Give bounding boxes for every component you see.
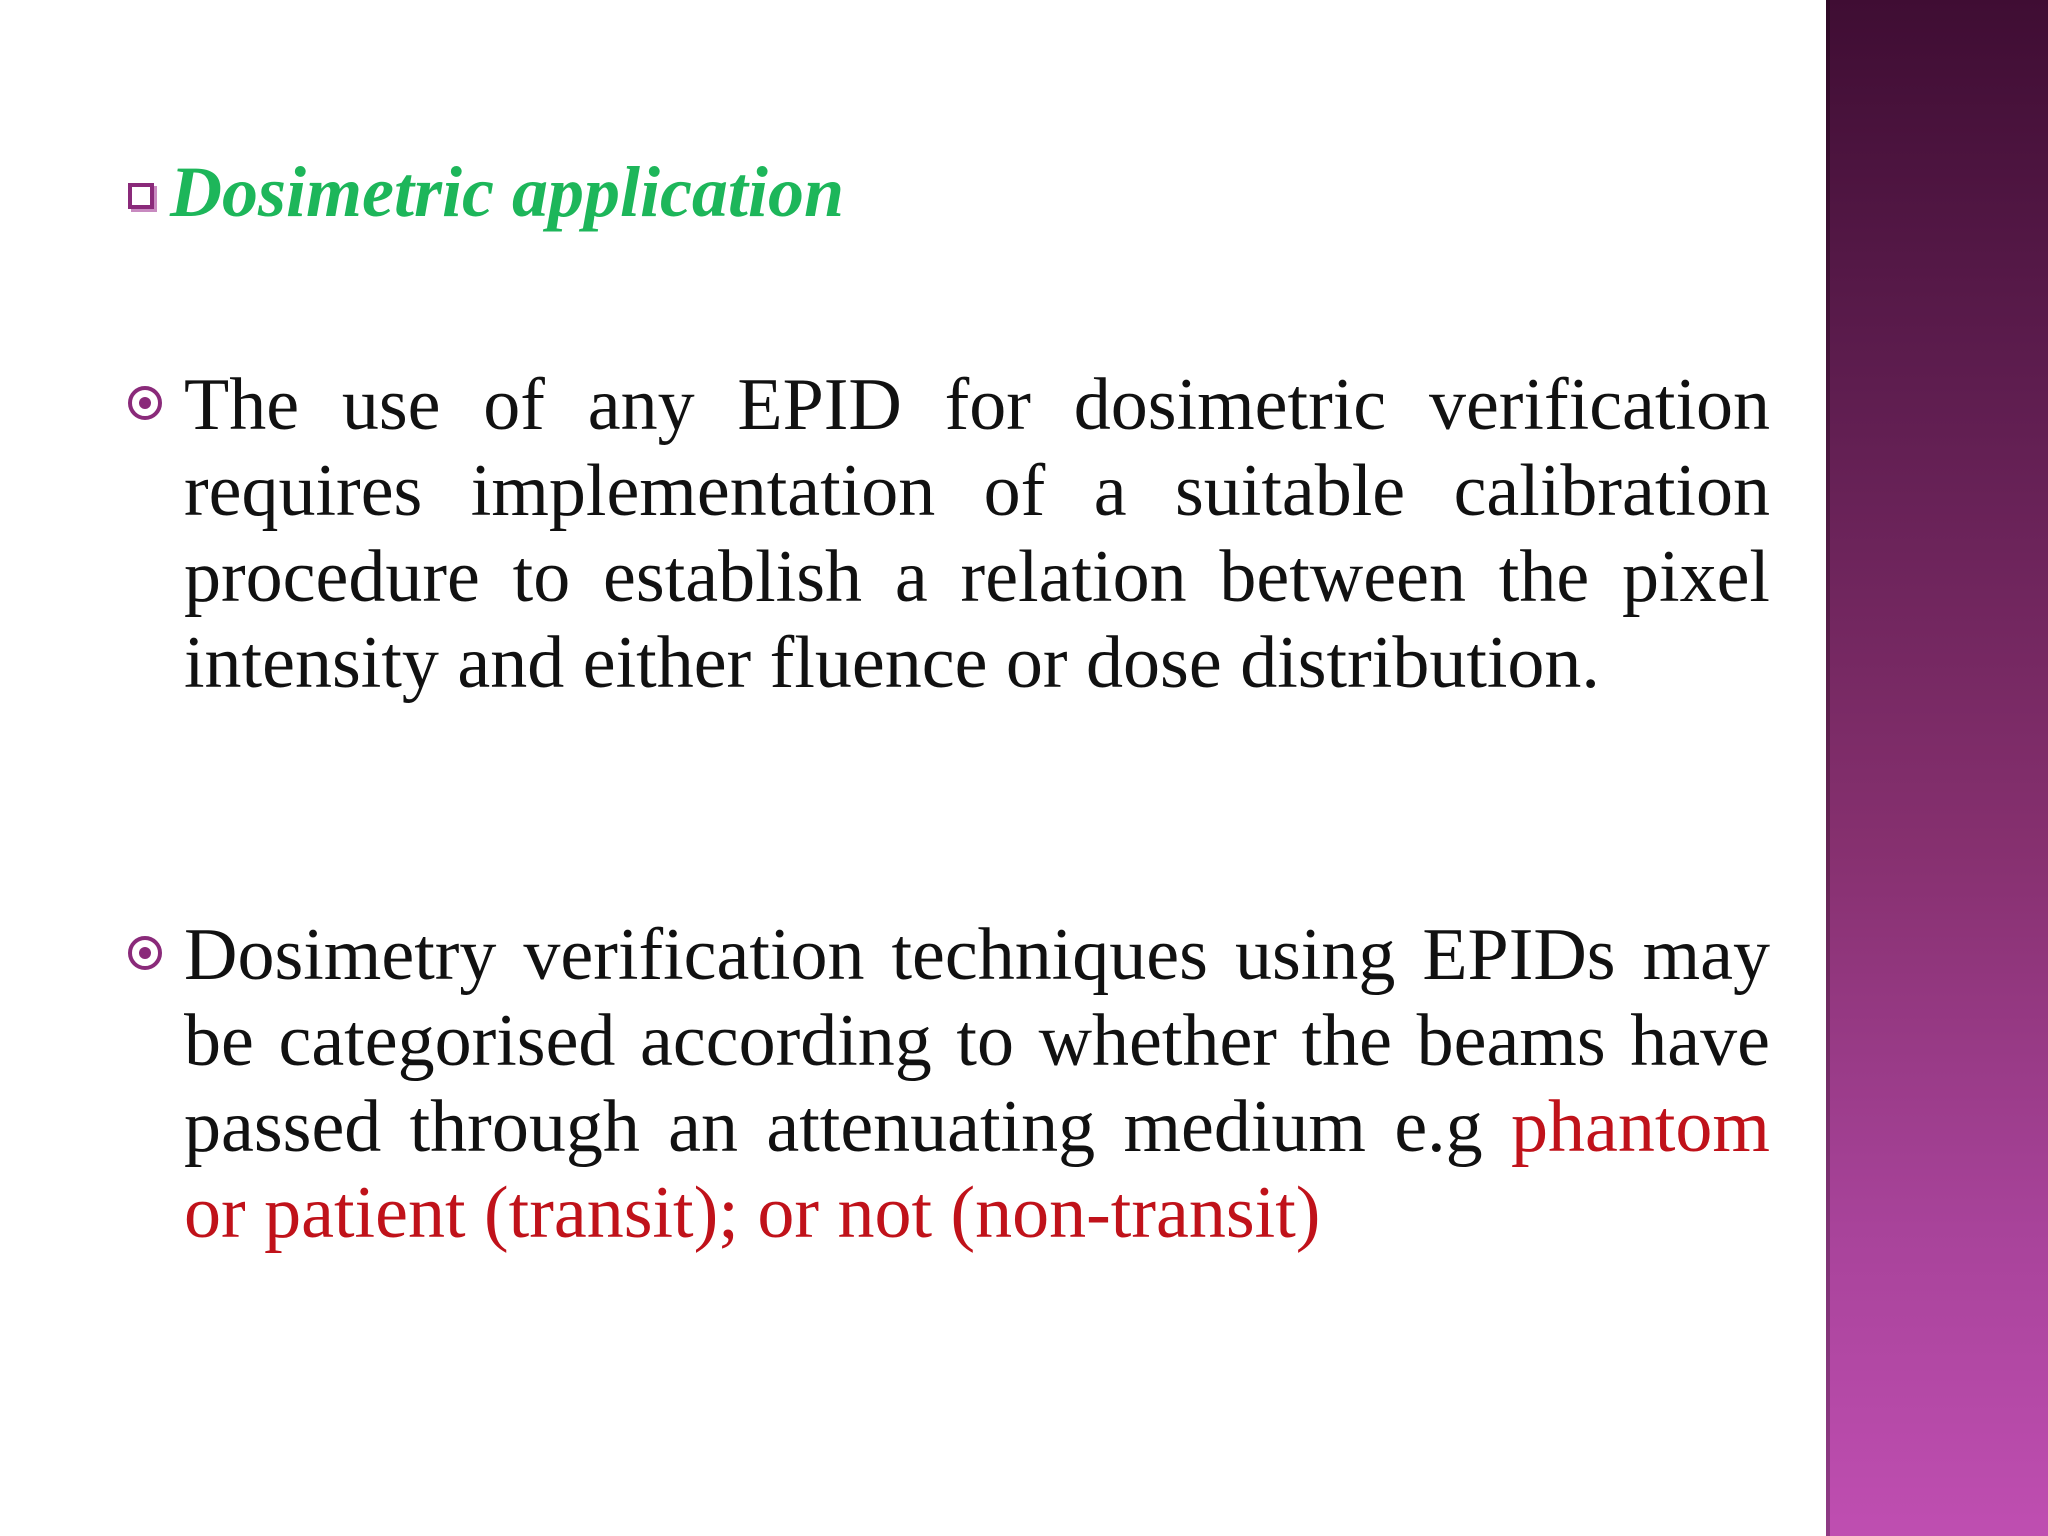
bullet-text-highlight: phantom or patient (transit); or not (non-transit) <box>184 1086 1770 1254</box>
circle-dot-bullet-icon <box>128 386 162 420</box>
decorative-side-band <box>1826 0 2048 1536</box>
bullet-text: The use of any EPID for dosimetric verification requires implementation of a suitable calibration procedure to establish a relation between the pixel intensity and either fluence or dose distribution. <box>184 364 1770 704</box>
heading-text: Dosimetric application <box>170 152 844 232</box>
circle-dot-bullet-icon <box>128 936 162 970</box>
slide-heading <box>128 152 844 232</box>
square-bullet-icon <box>128 183 154 209</box>
slide-content <box>128 0 1770 1536</box>
bullet-text <box>184 912 1770 1256</box>
bullet-text-plain: Dosimetry verification techniques using EPIDs may be categorised according to whether the beams have passed through an attenuating medium e.g <box>184 914 1770 1168</box>
